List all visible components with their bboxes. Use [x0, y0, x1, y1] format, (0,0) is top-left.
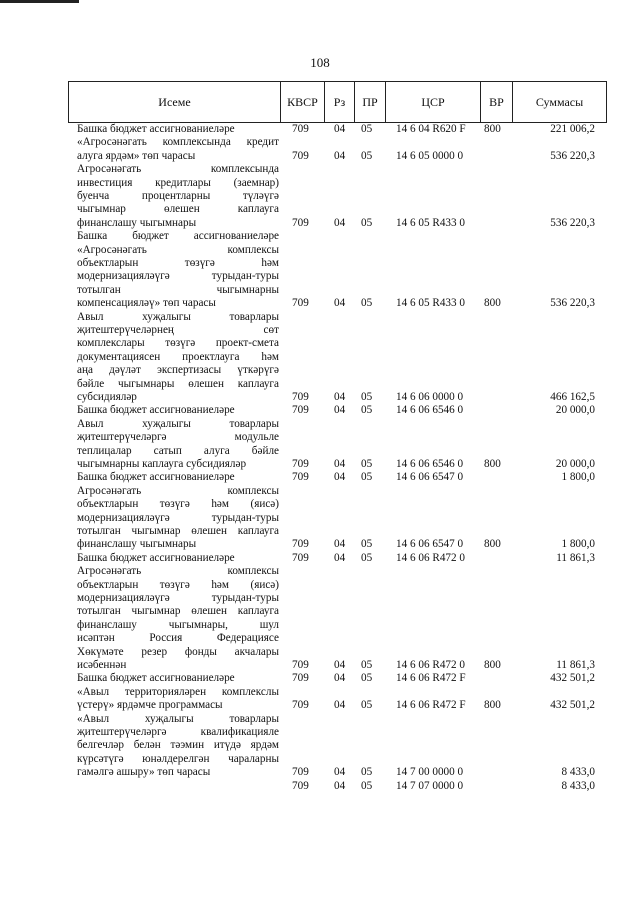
row-name [77, 230, 279, 310]
cell-csr: 14 6 05 0000 0 [396, 149, 464, 162]
row-name-line: Авыл хуҗалыгы товарлары [77, 417, 279, 430]
row-name-line: «Агросәнәгать комплексы [77, 243, 279, 256]
cell-sum: 8 433,0 [561, 766, 595, 779]
cell-csr: 14 6 06 R472 0 [396, 658, 465, 671]
cell-csr: 14 6 06 R472 0 [396, 551, 465, 564]
cell-csr: 14 6 05 R433 0 [396, 216, 465, 229]
cell-kvsr: 709 [292, 779, 309, 792]
cell-rz: 04 [334, 404, 346, 417]
cell-rz: 04 [334, 216, 346, 229]
cell-sum: 432 501,2 [550, 699, 595, 712]
row-name [77, 404, 279, 417]
cell-kvsr: 709 [292, 123, 309, 135]
row-name-line: «Авыл территорияләрен комплекслы [77, 685, 279, 698]
row-name-line: финанслашу чыгымнары [77, 538, 197, 551]
table-row [0, 311, 640, 405]
row-name-line: компенсацияләү» төп чарасы [77, 297, 216, 310]
row-name [77, 418, 279, 472]
cell-kvsr: 709 [292, 672, 309, 685]
table-row [0, 136, 640, 163]
row-name-line: «Авыл хуҗалыгы товарлары [77, 712, 279, 725]
row-name [77, 123, 279, 136]
cell-kvsr: 709 [292, 404, 309, 417]
cell-rz: 04 [334, 766, 346, 779]
cell-sum: 20 000,0 [555, 404, 595, 417]
row-name-line: модернизацияләүгә турыдан-туры [77, 270, 279, 283]
table-row [0, 565, 640, 672]
row-name-line: исәбеннән [77, 658, 127, 671]
row-name-line: алуга ярдәм» төп чарасы [77, 149, 196, 162]
header-csr: ЦСР [385, 82, 480, 122]
row-name-line: Хөкүмәте резер фонды акчалары [77, 645, 279, 658]
row-name-line: тотылган чыгымнарны [77, 283, 279, 296]
cell-kvsr: 709 [292, 457, 309, 470]
cell-vr: 800 [484, 297, 501, 310]
row-name-line: тотылган чыгымнар өлешен каплауга [77, 524, 279, 537]
cell-rz: 04 [334, 390, 346, 403]
cell-csr: 14 6 06 R472 F [396, 672, 466, 685]
table-header [68, 81, 607, 123]
row-name-line: модернизацияләүгә турыдан-туры [77, 591, 279, 604]
row-name-line: буенча процентларны түләүгә [77, 189, 279, 202]
cell-csr: 14 6 06 6547 0 [396, 471, 464, 484]
row-name-line: чыгымнар өлешен каплауга [77, 203, 279, 216]
cell-rz: 04 [334, 672, 346, 685]
table-row [0, 123, 640, 136]
table-row [0, 672, 640, 685]
row-name-line: субсидияләр [77, 390, 137, 403]
row-name [77, 163, 279, 230]
row-name-line: Авыл хуҗалыгы товарлары [77, 310, 279, 323]
row-name-line: модернизацияләүгә турыдан-туры [77, 511, 279, 524]
table-row [0, 230, 640, 310]
cell-sum: 8 433,0 [561, 779, 595, 792]
row-name-line: чыгымнарны каплауга субсидияләр [77, 457, 247, 470]
row-name-line: объектларын төзүгә һәм (яисә) [77, 578, 279, 591]
cell-pr: 05 [361, 538, 373, 551]
cell-sum: 466 162,5 [550, 390, 595, 403]
cell-pr: 05 [361, 297, 373, 310]
cell-sum: 536 220,3 [550, 216, 595, 229]
row-name-line: Агросәнәгать комплексында [77, 163, 279, 176]
row-name-line: финанслашу чыгымнары [77, 216, 197, 229]
cell-rz: 04 [334, 538, 346, 551]
cell-pr: 05 [361, 551, 373, 564]
table-row [0, 418, 640, 472]
row-name-line: объектларын төзүгә һәм (яисә) [77, 498, 279, 511]
row-name-line: теплицалар сатып алуга бәйле [77, 444, 279, 457]
row-name-line: күрсәтүгә юнәлдерелгән чараларны [77, 752, 279, 765]
header-sum: Суммасы [512, 82, 606, 122]
row-name-line: үстерү» ярдәмче программасы [77, 699, 223, 712]
cell-rz: 04 [334, 457, 346, 470]
cell-kvsr: 709 [292, 297, 309, 310]
cell-sum: 221 006,2 [550, 123, 595, 135]
row-name [77, 485, 279, 552]
table-row [0, 404, 640, 417]
row-name-line: исәптән Россия Федерациясе [77, 632, 279, 645]
cell-pr: 05 [361, 404, 373, 417]
cell-csr: 14 6 06 6547 0 [396, 538, 464, 551]
cell-csr: 14 6 04 R620 F [396, 123, 466, 135]
cell-csr: 14 6 06 6546 0 [396, 404, 464, 417]
header-kvsr: КВСР [280, 82, 324, 122]
cell-kvsr: 709 [292, 551, 309, 564]
table-row [0, 552, 640, 565]
cell-sum: 432 501,2 [550, 672, 595, 685]
cell-pr: 05 [361, 390, 373, 403]
cell-csr: 14 6 06 0000 0 [396, 390, 464, 403]
cell-sum: 11 861,3 [556, 658, 595, 671]
cell-vr: 800 [484, 538, 501, 551]
cell-csr: 14 6 05 R433 0 [396, 297, 465, 310]
cell-pr: 05 [361, 779, 373, 792]
row-name [77, 311, 279, 405]
cell-rz: 04 [334, 471, 346, 484]
top-edge-mark [0, 0, 79, 3]
row-name [77, 136, 279, 163]
cell-sum: 20 000,0 [555, 457, 595, 470]
cell-pr: 05 [361, 123, 373, 135]
row-name-line: Башка бюджет ассигнованиеләре [77, 230, 279, 243]
cell-rz: 04 [334, 658, 346, 671]
row-name-line: тотылган чыгымнар өлешен каплауга [77, 605, 279, 618]
row-name-line: Башка бюджет ассигнованиеләре [77, 672, 235, 685]
cell-vr: 800 [484, 658, 501, 671]
row-name-line: финанслашу чыгымнары, шул [77, 618, 279, 631]
table-row [0, 471, 640, 484]
row-name [77, 552, 279, 565]
header-name: Исеме [158, 94, 191, 109]
row-name-line: Агросәнәгать комплексы [77, 484, 279, 497]
cell-csr: 14 6 06 6546 0 [396, 457, 464, 470]
header-rz: Рз [324, 82, 354, 122]
row-name-line: Агросәнәгать комплексы [77, 565, 279, 578]
cell-pr: 05 [361, 216, 373, 229]
cell-kvsr: 709 [292, 699, 309, 712]
table-row [0, 163, 640, 230]
cell-kvsr: 709 [292, 471, 309, 484]
page-number: 108 [310, 55, 330, 70]
row-name-line: аңа дәүләт экспертизасы үткәрүгә [77, 364, 279, 377]
cell-pr: 05 [361, 457, 373, 470]
header-vr: ВР [480, 82, 512, 122]
cell-vr: 800 [484, 699, 501, 712]
row-name-line: Башка бюджет ассигнованиеләре [77, 471, 235, 484]
row-name [77, 471, 279, 484]
cell-vr: 800 [484, 123, 501, 135]
row-name-line: гамәлгә ашыру» төп чарасы [77, 766, 211, 779]
cell-kvsr: 709 [292, 538, 309, 551]
cell-rz: 04 [334, 123, 346, 135]
row-name-line: Башка бюджет ассигнованиеләре [77, 123, 235, 135]
cell-rz: 04 [334, 699, 346, 712]
table-row [0, 686, 640, 713]
cell-rz: 04 [334, 149, 346, 162]
cell-kvsr: 709 [292, 216, 309, 229]
cell-kvsr: 709 [292, 149, 309, 162]
cell-sum: 1 800,0 [561, 538, 595, 551]
cell-kvsr: 709 [292, 658, 309, 671]
row-name-line: җитештерүчеләрнең сөт [77, 323, 279, 336]
row-name-line: җитештерүчеләргә квалификацияле [77, 725, 279, 738]
cell-pr: 05 [361, 658, 373, 671]
row-name-line: Башка бюджет ассигнованиеләре [77, 551, 235, 564]
cell-pr: 05 [361, 766, 373, 779]
cell-csr: 14 7 00 0000 0 [396, 766, 464, 779]
table-row [0, 485, 640, 552]
row-name-line: бәйле чыгымнары өлешен каплауга [77, 377, 279, 390]
table-row [0, 780, 640, 793]
cell-kvsr: 709 [292, 390, 309, 403]
row-name-line: белгечләр белән тәэмин итүдә ярдәм [77, 739, 279, 752]
cell-pr: 05 [361, 699, 373, 712]
cell-rz: 04 [334, 297, 346, 310]
cell-sum: 536 220,3 [550, 149, 595, 162]
row-name [77, 713, 279, 780]
cell-pr: 05 [361, 149, 373, 162]
cell-rz: 04 [334, 779, 346, 792]
cell-csr: 14 6 06 R472 F [396, 699, 466, 712]
row-name-line: объектларын төзүгә һәм [77, 256, 279, 269]
row-name-line: «Агросәнәгать комплексында кредит [77, 136, 279, 149]
row-name-line: комплекслары төзүгә проект-смета [77, 337, 279, 350]
cell-pr: 05 [361, 471, 373, 484]
cell-vr: 800 [484, 457, 501, 470]
header-pr: ПР [354, 82, 385, 122]
row-name [77, 672, 279, 685]
cell-pr: 05 [361, 672, 373, 685]
row-name [77, 686, 279, 713]
cell-rz: 04 [334, 551, 346, 564]
row-name-line: Башка бюджет ассигнованиеләре [77, 404, 235, 417]
cell-kvsr: 709 [292, 766, 309, 779]
cell-sum: 1 800,0 [561, 471, 595, 484]
cell-csr: 14 7 07 0000 0 [396, 779, 464, 792]
cell-sum: 11 861,3 [556, 551, 595, 564]
row-name-line: җитештерүчеләргә модульле [77, 431, 279, 444]
cell-sum: 536 220,3 [550, 297, 595, 310]
row-name-line: инвестиция кредитлары (заемнар) [77, 176, 279, 189]
table-row [0, 713, 640, 780]
row-name-line: документациясен проектлауга һәм [77, 350, 279, 363]
row-name [77, 565, 279, 672]
